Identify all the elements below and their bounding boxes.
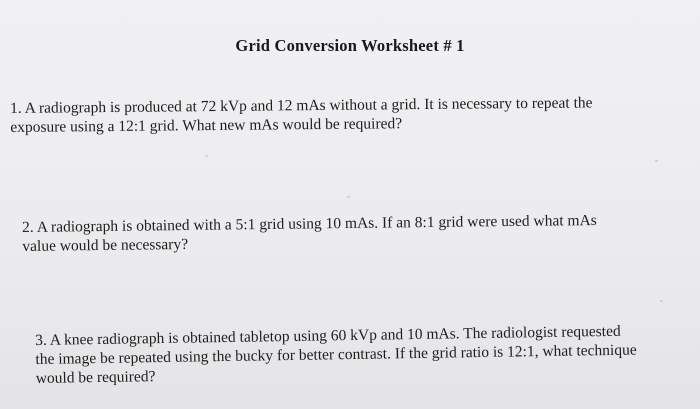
paper-speck bbox=[205, 155, 208, 157]
question-1 bbox=[10, 93, 680, 137]
question-1-line-1: 1. A radiograph is produced at 72 kVp and 12 mAs without a grid. It is necessary to repeat the bbox=[10, 94, 593, 117]
question-2-line-1: 2. A radiograph is obtained with a 5:1 grid using 10 mAs. If an 8:1 grid were used what mAs bbox=[22, 211, 597, 236]
paper-speck bbox=[347, 196, 350, 198]
question-3-line-3: would be required? bbox=[35, 368, 156, 387]
question-2 bbox=[22, 210, 672, 256]
question-3-line-2: the image be repeated using the bucky for better contrast. If the grid ratio is 12:1, what technique bbox=[35, 341, 637, 368]
question-3-line-1: 3. A knee radiograph is obtained tabletop using 60 kVp and 10 mAs. The radiologist requested bbox=[35, 322, 621, 349]
question-3 bbox=[35, 321, 686, 388]
paper-speck bbox=[655, 160, 658, 162]
question-2-line-2: value would be necessary? bbox=[22, 235, 189, 255]
paper-speck bbox=[660, 300, 663, 302]
question-1-line-2: exposure using a 12:1 grid. What new mAs would be required? bbox=[10, 115, 403, 136]
worksheet-title: Grid Conversion Worksheet # 1 bbox=[235, 36, 465, 55]
